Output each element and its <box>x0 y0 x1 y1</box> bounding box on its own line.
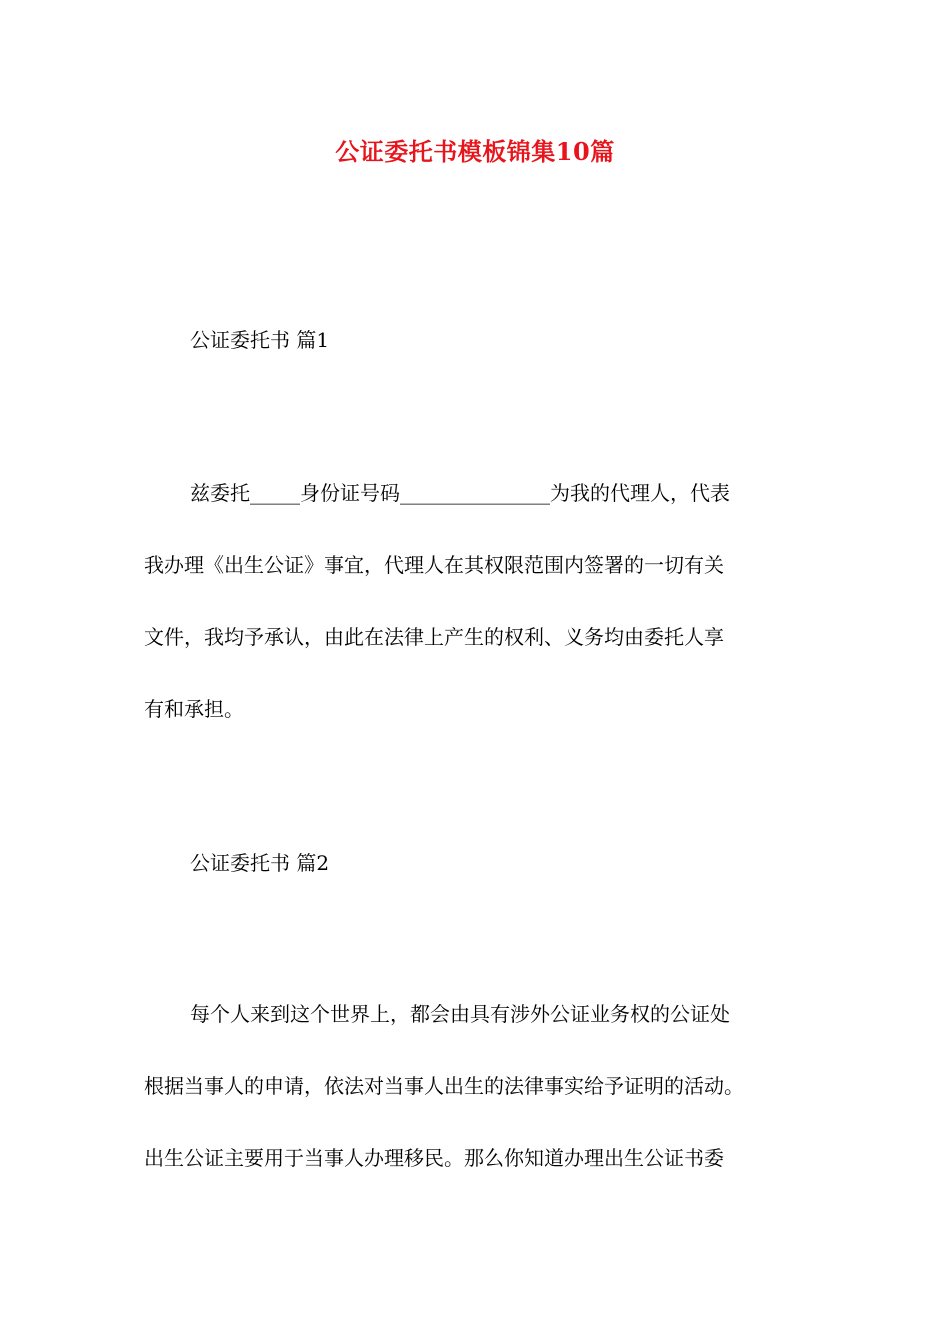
section-paragraph-1 <box>144 457 824 745</box>
paragraph-line: 兹委托_____身份证号码_______________为我的代理人，代表 <box>190 481 730 505</box>
paragraph-line: 根据当事人的申请，依法对当事人出生的法律事实给予证明的活动。 <box>144 1074 744 1098</box>
paragraph-line: 有和承担。 <box>144 697 244 721</box>
section-heading-1: 公证委托书 篇1 <box>190 328 330 352</box>
paragraph-line: 我办理《出生公证》事宜，代理人在其权限范围内签署的一切有关 <box>144 553 724 577</box>
section-heading-2: 公证委托书 篇2 <box>190 851 330 875</box>
document-title: 公证委托书模板锦集10篇 <box>335 137 615 166</box>
paragraph-line: 文件，我均予承认，由此在法律上产生的权利、义务均由委托人享 <box>144 625 724 649</box>
paragraph-line: 每个人来到这个世界上，都会由具有涉外公证业务权的公证处 <box>190 1002 730 1026</box>
paragraph-line: 出生公证主要用于当事人办理移民。那么你知道办理出生公证书委 <box>144 1146 724 1170</box>
section-paragraph-2 <box>144 978 824 1194</box>
